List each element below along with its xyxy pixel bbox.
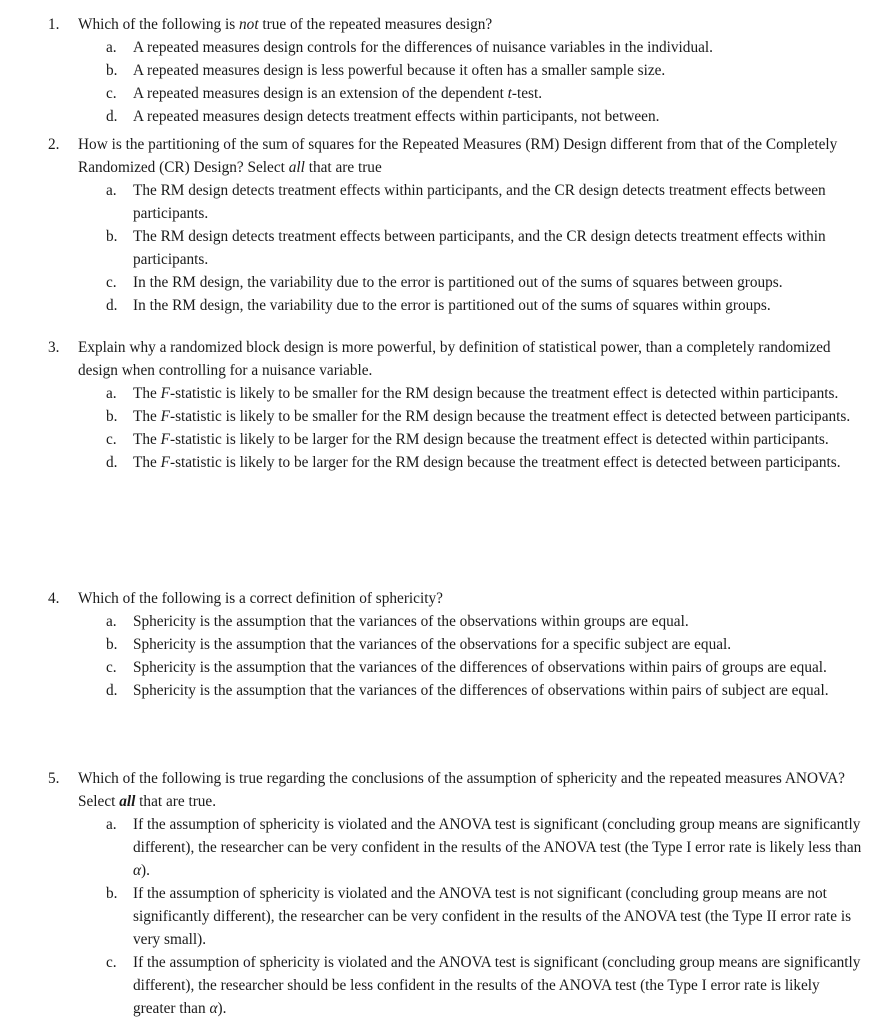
question-stem: 3. Explain why a randomized block design is more powerful, by definition of statistical power, than a completely randomized design when controlling for a nuisance variable. xyxy=(0,336,893,382)
option-c: c. A repeated measures design is an extension of the dependent t-test. xyxy=(106,85,543,102)
option-c: c. In the RM design, the variability due to the error is partitioned out of the sums of squares between groups. xyxy=(106,274,783,291)
option-b: b. The F-statistic is likely to be smaller for the RM design because the treatment effect is detected between participants. xyxy=(106,408,851,425)
question-5 xyxy=(0,767,893,1020)
option-c: c. The F-statistic is likely to be larger for the RM design because the treatment effect is detected within participants. xyxy=(106,431,829,448)
question-number: 5. xyxy=(48,770,60,787)
option-d: d. Sphericity is the assumption that the variances of the differences of observations within pairs of subject are equal. xyxy=(106,682,829,699)
option-a: a. If the assumption of sphericity is violated and the ANOVA test is significant (concluding group means are significantly different), the researcher can be very confident in the results of the ANOVA test (the Type I error rate is likely less than α). xyxy=(106,816,862,879)
option-a: a. Sphericity is the assumption that the variances of the observations within groups are equal. xyxy=(106,613,689,630)
option-b: b. The RM design detects treatment effects between participants, and the CR design detects treatment effects within participants. xyxy=(106,228,826,268)
question-number: 1. xyxy=(48,16,60,33)
option-b: b. If the assumption of sphericity is violated and the ANOVA test is not significant (concluding group means are not significantly different), the researcher can be very confident in the results of the ANOVA test (the Type II error rate is very small). xyxy=(106,885,852,948)
option-b: b. A repeated measures design is less powerful because it often has a smaller sample size. xyxy=(106,62,666,79)
question-stem: 5. Which of the following is true regarding the conclusions of the assumption of sphericity and the repeated measures ANOVA? Select all that are true. xyxy=(0,767,893,813)
option-d: d. The F-statistic is likely to be larger for the RM design because the treatment effect is detected between participants. xyxy=(106,454,841,471)
option-a: a. The F-statistic is likely to be smaller for the RM design because the treatment effect is detected within participants. xyxy=(106,385,839,402)
option-b: b. Sphericity is the assumption that the variances of the observations for a specific subject are equal. xyxy=(106,636,732,653)
option-c: c. If the assumption of sphericity is violated and the ANOVA test is significant (concluding group means are significantly different), the researcher should be less confident in the results of the ANOVA test (the Type I error rate is likely greater than α). xyxy=(106,954,861,1017)
option-a: a. The RM design detects treatment effects within participants, and the CR design detects treatment effects between participants. xyxy=(106,182,826,222)
option-c: c. Sphericity is the assumption that the variances of the differences of observations within pairs of groups are equal. xyxy=(106,659,827,676)
option-d: d. In the RM design, the variability due to the error is partitioned out of the sums of squares within groups. xyxy=(106,297,771,314)
question-4 xyxy=(0,587,893,702)
question-number: 4. xyxy=(48,590,60,607)
question-2 xyxy=(0,133,893,317)
question-number: 3. xyxy=(48,339,60,356)
question-1 xyxy=(0,13,893,128)
question-stem: 4. Which of the following is a correct definition of sphericity? xyxy=(0,587,893,610)
question-3 xyxy=(0,336,893,474)
option-d: d. A repeated measures design detects treatment effects within participants, not between. xyxy=(106,108,660,125)
question-number: 2. xyxy=(48,136,60,153)
question-stem: 2. How is the partitioning of the sum of squares for the Repeated Measures (RM) Design different from that of the Completely Randomized (CR) Design? Select all that are true xyxy=(0,133,893,179)
option-a: a. A repeated measures design controls for the differences of nuisance variables in the individual. xyxy=(106,39,713,56)
question-stem: 1. Which of the following is not true of the repeated measures design? xyxy=(0,13,893,36)
